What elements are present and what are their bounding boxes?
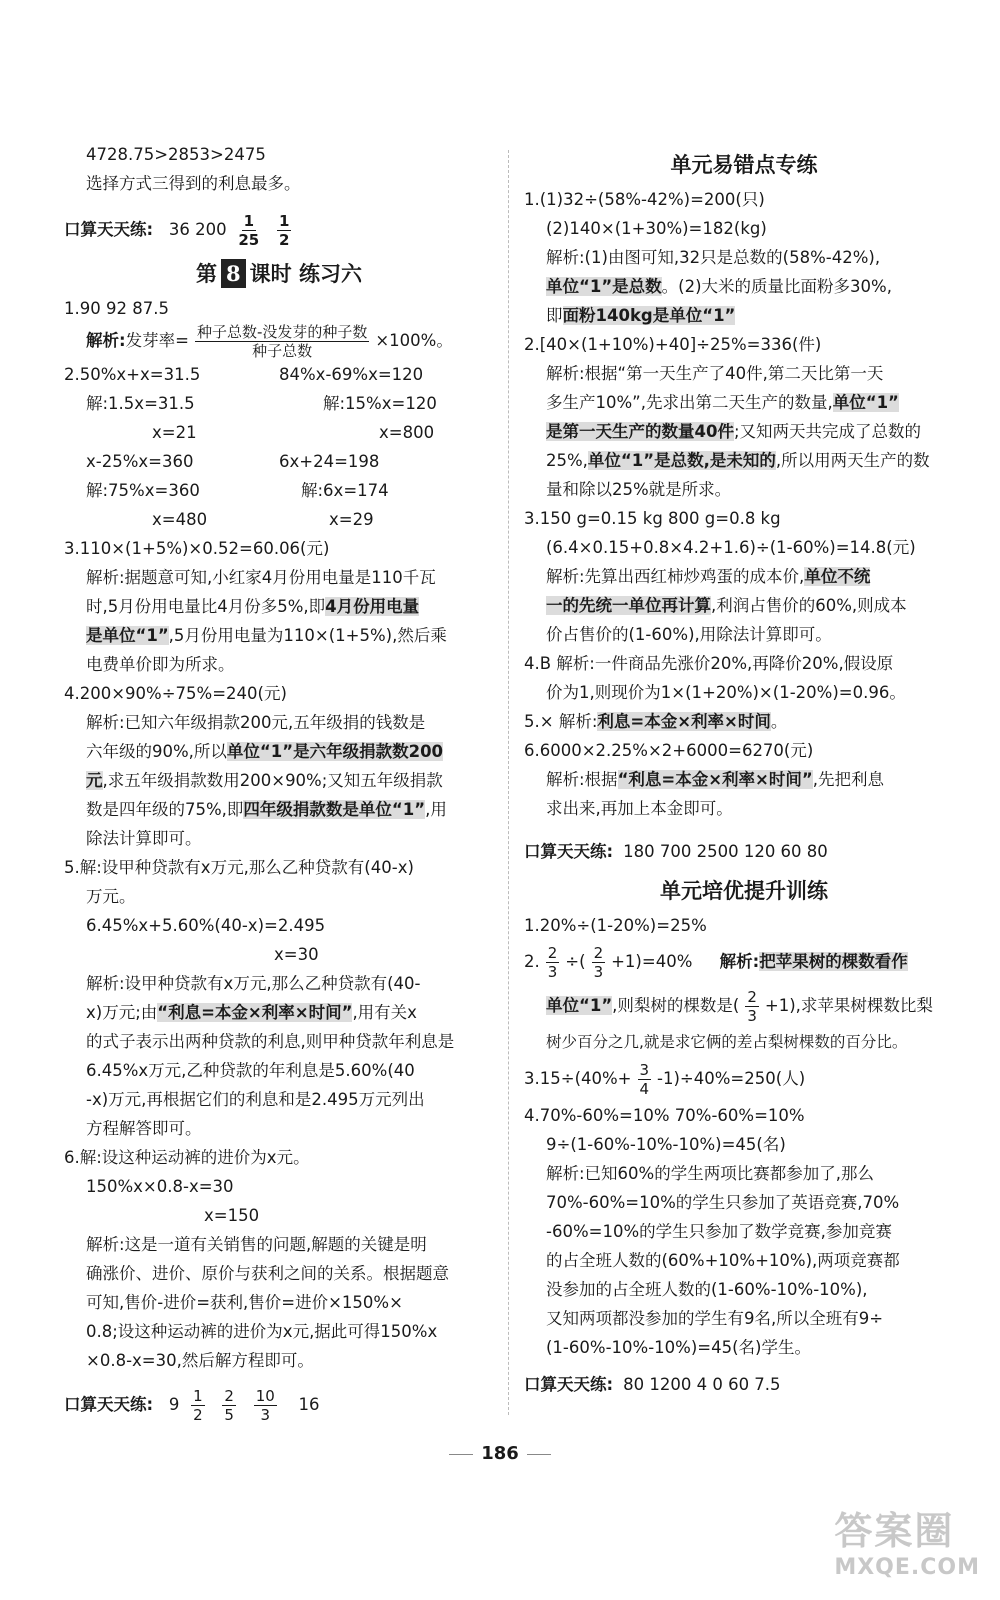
r2-analysis: 多生产10%”,先求出第二天生产的数量,单位“1” <box>546 393 899 412</box>
q5-analysis: 方程解答即可。 <box>86 1119 202 1138</box>
s4-analysis: 没参加的占全班人数的(1-60%-10%-10%), <box>546 1280 868 1299</box>
r5: 5.× 解析:利息=本金×利率×时间。 <box>524 712 788 731</box>
section-title-advanced: 单元培优提升训练 <box>660 878 828 903</box>
s2: 2. $\frac{2}{3}$ ÷( $\frac{2}{3}$ +1)=40% 解析:把苹果树的棵数看作 <box>524 944 908 981</box>
s4: 9÷(1-60%-10%-10%)=45(名) <box>546 1135 786 1154</box>
r1-analysis: 单位“1”是总数。(2)大米的质量比面粉多30%, <box>546 277 892 296</box>
fraction: $\frac{1}{25}$ <box>238 212 260 249</box>
q2-eq: x=29 <box>329 510 374 529</box>
q5-analysis: x)万元;由“利息=本金×利率×时间”,用有关x <box>86 1003 417 1022</box>
r2: 2.[40×(1+10%)+40]÷25%=336(件) <box>524 335 822 354</box>
q2-eq: 解:1.5x=31.5 <box>86 394 195 413</box>
q6-analysis: 解析:这是一道有关销售的问题,解题的关键是明 <box>86 1235 427 1254</box>
q3: 3.110×(1+5%)×0.52=60.06(元) <box>64 539 330 558</box>
oral-values: 180 700 2500 120 60 80 <box>623 842 828 861</box>
r3-analysis: 价占售价的(1-60%),用除法计算即可。 <box>546 625 832 644</box>
q6-analysis: 可知,售价-进价=获利,售价=进价×150%× <box>86 1293 403 1312</box>
q6-equation: x=150 <box>204 1206 260 1225</box>
r3-analysis: 解析:先算出西红柿炒鸡蛋的成本价,单位不统 <box>546 567 871 586</box>
r1-analysis: 解析:(1)由图可知,32只是总数的(58%-42%), <box>546 248 881 267</box>
s4-analysis: -60%=10%的学生只参加了数学竞赛,参加竞赛 <box>546 1222 892 1241</box>
s4-analysis: 解析:已知60%的学生两项比赛都参加了,那么 <box>546 1164 874 1183</box>
oral-practice-2 <box>64 1387 494 1424</box>
r4: 价为1,则现价为1×(1+20%)×(1-20%)=0.96。 <box>546 683 906 702</box>
oral-label: 口算天天练: <box>64 1395 154 1414</box>
q3-analysis: 是单位“1”,5月份用电量为110×(1+5%),然后乘 <box>86 626 447 645</box>
r2-analysis: 量和除以25%就是所求。 <box>546 480 732 499</box>
q6-equation: 150%x×0.8-x=30 <box>86 1177 234 1196</box>
r2-analysis: 解析:根据“第一天生产了40件,第二天比第一天 <box>546 364 884 383</box>
s2-analysis: 树少百分之几,就是求它俩的差占梨树棵数的百分比。 <box>546 1033 908 1051</box>
section-title-errors: 单元易错点专练 <box>670 152 818 177</box>
s4: 4.70%-60%=10% 70%-60%=10% <box>524 1106 805 1125</box>
column-divider <box>508 150 509 1415</box>
watermark-logo: 答案圈 MXQE.COM <box>834 1509 980 1580</box>
top-line-2: 选择方式三得到的利息最多。 <box>86 174 301 193</box>
fraction: $\frac{10}{3}$ <box>255 1387 275 1424</box>
r3: (6.4×0.15+0.8×4.2+1.6)÷(1-60%)=14.8(元) <box>546 538 916 557</box>
q5: 万元。 <box>86 887 136 906</box>
q3-analysis: 解析:据题意可知,小红家4月份用电量是110千瓦 <box>86 568 436 587</box>
r2-analysis: 25%,单位“1”是总数,是未知的,所以用两天生产的数 <box>546 451 930 470</box>
fraction: $\frac{2}{3}$ <box>593 944 604 981</box>
r6-analysis: 求出来,再加上本金即可。 <box>546 799 733 818</box>
oral-practice-4 <box>524 1370 964 1399</box>
r3: 3.150 g=0.15 kg 800 g=0.8 kg <box>524 509 781 528</box>
s3: 3.15÷(40%+ $\frac{3}{4}$ -1)÷40%=250(人) <box>524 1061 806 1098</box>
q3-analysis: 电费单价即为所求。 <box>86 655 235 674</box>
q4-analysis: 除法计算即可。 <box>86 829 202 848</box>
oral-value: 9 <box>168 1395 180 1414</box>
r6: 6.6000×2.25%×2+6000=6270(元) <box>524 741 814 760</box>
q4-analysis: 解析:已知六年级捐款200元,五年级捐的钱数是 <box>86 713 426 732</box>
q2-eq: 6x+24=198 <box>279 452 380 471</box>
q6-analysis: ×0.8-x=30,然后解方程即可。 <box>86 1351 314 1370</box>
q6: 6.解:设这种运动裤的进价为x元。 <box>64 1148 310 1167</box>
r2-analysis: 是第一天生产的数量40件;又知两天共完成了总数的 <box>546 422 922 441</box>
oral-practice-1 <box>64 212 494 249</box>
q1: 1.90 92 87.5 <box>64 299 169 318</box>
q6-analysis: 确涨价、进价、原价与获利之间的关系。根据题意 <box>86 1264 449 1283</box>
oral-values: 80 1200 4 0 60 7.5 <box>623 1375 781 1394</box>
page-number: 186 <box>0 1443 1000 1464</box>
q1-analysis: 解析:发芽率= $\frac{\text{种子总数-没发芽的种子数}}{\text{种子总数}}$ ×100%。 <box>86 323 453 360</box>
q5-analysis: -x)万元,再根据它们的利息和是2.495万元列出 <box>86 1090 425 1109</box>
fraction: $\frac{2}{5}$ <box>224 1387 234 1424</box>
q2-eq: 解:75%x=360 <box>86 481 200 500</box>
fraction: $\frac{3}{4}$ <box>639 1061 650 1098</box>
fraction: $\frac{1}{2}$ <box>278 212 290 249</box>
s2-analysis: 单位“1”,则梨树的棵数是( $\frac{2}{3}$ +1),求苹果树棵数比梨 <box>546 988 933 1025</box>
q5-analysis: 解析:设甲种贷款有x万元,那么乙种贷款有(40- <box>86 974 421 993</box>
q2-eq: 解:15%x=120 <box>323 394 437 413</box>
s1: 1.20%÷(1-20%)=25% <box>524 916 707 935</box>
top-line-1: 4728.75>2853>2475 <box>86 145 266 164</box>
q5-analysis: 6.45%x万元,乙种贷款的年利息是5.60%(40 <box>86 1061 415 1080</box>
oral-label: 口算天天练: <box>524 1375 614 1394</box>
s4-analysis: 的占全班人数的(60%+10%+10%),两项竞赛都 <box>546 1251 900 1270</box>
q2-eq: x-25%x=360 <box>86 452 194 471</box>
r4: 4.B 解析:一件商品先涨价20%,再降价20%,假设原 <box>524 654 894 673</box>
oral-value: 16 <box>298 1395 320 1414</box>
s4-analysis: 70%-60%=10%的学生只参加了英语竞赛,70% <box>546 1193 900 1212</box>
q2-grid <box>64 360 494 534</box>
q5: 5.解:设甲种贷款有x万元,那么乙种贷款有(40-x) <box>64 858 414 877</box>
fraction: $\frac{2}{3}$ <box>747 988 757 1025</box>
r1-analysis: 即面粉140kg是单位“1” <box>546 306 736 325</box>
s4-analysis: (1-60%-10%-10%)=45(名)学生。 <box>546 1338 811 1357</box>
q2-eq: x=480 <box>152 510 208 529</box>
q4-analysis: 元,求五年级捐款数用200×90%;又知五年级捐款 <box>86 771 443 790</box>
oral-values: 36 200 <box>168 220 227 239</box>
q2-eq: 解:6x=174 <box>301 481 389 500</box>
r3-analysis: 一的先统一单位再计算,利润占售价的60%,则成本 <box>546 596 907 615</box>
lesson-number-badge: 8 <box>221 259 246 288</box>
q5-equation: x=30 <box>274 945 319 964</box>
s4-analysis: 又知两项都没参加的学生有9名,所以全班有9÷ <box>546 1309 884 1328</box>
q2-eq: 2.50%x+x=31.5 <box>64 365 201 384</box>
r6-analysis: 解析:根据“利息=本金×利率×时间”,先把利息 <box>546 770 884 789</box>
q6-analysis: 0.8;设这种运动裤的进价为x元,据此可得150%x <box>86 1322 438 1341</box>
oral-practice-3 <box>524 837 964 866</box>
fraction: $\frac{1}{2}$ <box>193 1387 203 1424</box>
r1: (2)140×(1+30%)=182(kg) <box>546 219 767 238</box>
oral-label: 口算天天练: <box>64 220 154 239</box>
fraction: $\frac{\text{种子总数-没发芽的种子数}}{\text{种子总数}}$ <box>196 323 368 360</box>
q2-eq: x=800 <box>379 423 435 442</box>
fraction: $\frac{2}{3}$ <box>547 944 558 981</box>
r1: 1.(1)32÷(58%-42%)=200(只) <box>524 190 765 209</box>
q4: 4.200×90%÷75%=240(元) <box>64 684 287 703</box>
right-column <box>524 140 964 1399</box>
oral-label: 口算天天练: <box>524 842 614 861</box>
q5-equation: 6.45%x+5.60%(40-x)=2.495 <box>86 916 326 935</box>
q4-analysis: 六年级的90%,所以单位“1”是六年级捐款数200 <box>86 742 444 761</box>
lesson-title: 第 8 课时 练习六 <box>196 261 362 286</box>
q2-eq: x=21 <box>152 423 197 442</box>
left-column <box>64 140 494 1424</box>
q3-analysis: 时,5月份用电量比4月份多5%,即4月份用电量 <box>86 597 420 616</box>
q4-analysis: 数是四年级的75%,即四年级捐款数是单位“1”,用 <box>86 800 447 819</box>
q2-eq: 84%x-69%x=120 <box>279 365 424 384</box>
q5-analysis: 的式子表示出两种贷款的利息,则甲种贷款年利息是 <box>86 1032 455 1051</box>
